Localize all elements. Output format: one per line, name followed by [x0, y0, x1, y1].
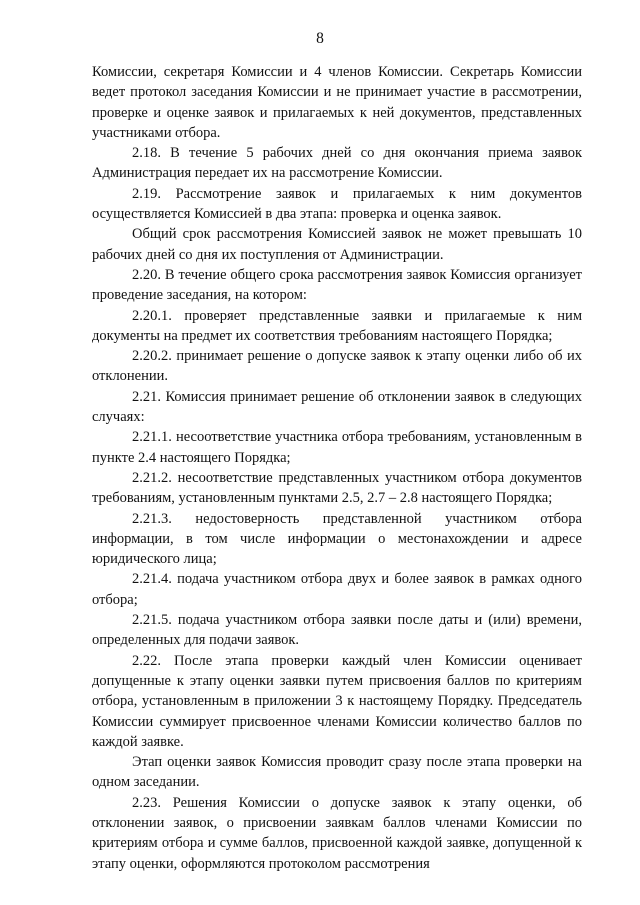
- paragraph: 2.21.4. подача участником отбора двух и более заявок в рамках одного отбора;: [92, 571, 582, 608]
- paragraph: 2.21.5. подача участником отбора заявки после даты и (или) времени, определенных для подачи заявок.: [92, 612, 582, 649]
- paragraph: Комиссии, секретаря Комиссии и 4 членов Комиссии. Секретарь Комиссии ведет протокол заседания Комиссии и не принимает участие в рассмотрении, проверке и оценке заявок и прилагаемых к ней документов, представленных участниками отбора.: [92, 64, 582, 141]
- document-body: [92, 62, 582, 874]
- paragraph: 2.21.3. недостоверность представленной участником отбора информации, в том числе информации о местонахождении и адресе юридического лица;: [92, 510, 582, 568]
- paragraph: 2.22. После этапа проверки каждый член Комиссии оценивает допущенные к этапу оценки заявки путем присвоения баллов по критериям отбора, установленным в приложении 3 к настоящему Порядку. Председатель Комиссии суммирует присвоенное членами Комиссии количество баллов по каждой заявке.: [92, 652, 582, 750]
- paragraph: 2.21.1. несоответствие участника отбора требованиям, установленным в пункте 2.4 настоящего Порядка;: [92, 429, 582, 466]
- paragraph: 2.23. Решения Комиссии о допуске заявок к этапу оценки, об отклонении заявок, о присвоении заявкам баллов членами Комиссии по критериям отбора и сумме баллов, присвоенной каждой заявке, допущенной к этапу оценки, оформляются протоколом рассмотрения: [92, 794, 582, 872]
- paragraph: 2.19. Рассмотрение заявок и прилагаемых к ним документов осуществляется Комиссией в два этапа: проверка и оценка заявок.: [92, 185, 582, 223]
- paragraph: 2.18. В течение 5 рабочих дней со дня окончания приема заявок Администрация передает их на рассмотрение Комиссии.: [92, 145, 582, 182]
- paragraph: 2.20.2. принимает решение о допуске заявок к этапу оценки либо об их отклонении.: [92, 348, 582, 385]
- paragraph: 2.20. В течение общего срока рассмотрения заявок Комиссия организует проведение заседания, на котором:: [92, 266, 582, 304]
- paragraph: 2.21. Комиссия принимает решение об отклонении заявок в следующих случаях:: [92, 388, 582, 426]
- paragraph: Этап оценки заявок Комиссия проводит сразу после этапа проверки на одном заседании.: [92, 754, 582, 791]
- paragraph: 2.21.2. несоответствие представленных участником отбора документов требованиям, установленным пунктами 2.5, 2.7 – 2.8 настоящего Порядка;: [92, 469, 582, 507]
- paragraph: 2.20.1. проверяет представленные заявки и прилагаемые к ним документы на предмет их соответствия требованиям настоящего Порядка;: [92, 307, 582, 344]
- page-number: 8: [316, 30, 324, 47]
- paragraph: Общий срок рассмотрения Комиссией заявок не может превышать 10 рабочих дней со дня их поступления от Администрации.: [92, 226, 582, 263]
